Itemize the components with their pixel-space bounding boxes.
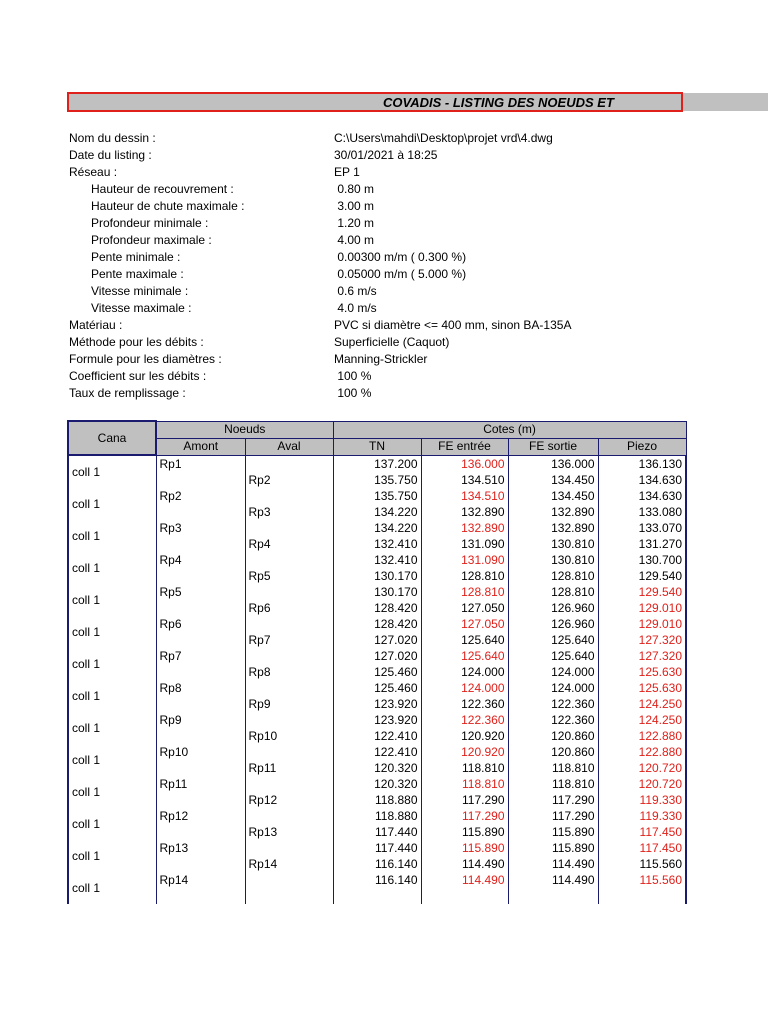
info-label: Vitesse maximale : bbox=[91, 301, 192, 315]
col-header-fe-entree: FE entrée bbox=[421, 438, 508, 455]
table-row bbox=[68, 680, 686, 696]
info-value: 0.80 m bbox=[334, 182, 375, 196]
tn-cell: 118.880 bbox=[333, 808, 421, 824]
tn-cell: 135.750 bbox=[333, 488, 421, 504]
tn-cell: 127.020 bbox=[333, 632, 421, 648]
piezo-cell: 117.450 bbox=[598, 824, 686, 840]
info-label: Méthode pour les débits : bbox=[69, 335, 204, 349]
table-row bbox=[68, 504, 686, 520]
fe-entree-cell: 127.050 bbox=[421, 600, 508, 616]
amont-node-cell: Rp8 bbox=[156, 680, 245, 696]
info-label: Réseau : bbox=[69, 165, 118, 179]
col-header-amont: Amont bbox=[156, 438, 245, 455]
piezo-cell: 115.560 bbox=[598, 872, 686, 888]
col-header-aval: Aval bbox=[245, 438, 333, 455]
fe-sortie-cell: 118.810 bbox=[508, 760, 598, 776]
fe-sortie-cell: 120.860 bbox=[508, 744, 598, 760]
info-value: Superficielle (Caquot) bbox=[334, 335, 450, 349]
piezo-cell: 129.010 bbox=[598, 616, 686, 632]
piezo-cell: 136.130 bbox=[598, 455, 686, 472]
fe-entree-cell bbox=[421, 888, 508, 904]
fe-sortie-cell: 118.810 bbox=[508, 776, 598, 792]
info-label: Date du listing : bbox=[69, 148, 152, 162]
cana-cell: coll 1 bbox=[68, 488, 156, 520]
fe-entree-cell: 120.920 bbox=[421, 744, 508, 760]
table-row bbox=[68, 536, 686, 552]
info-label: Nom du dessin : bbox=[69, 131, 156, 145]
amont-node-cell: Rp3 bbox=[156, 520, 245, 536]
col-header-tn: TN bbox=[333, 438, 421, 455]
fe-entree-cell: 114.490 bbox=[421, 856, 508, 872]
tn-cell: 123.920 bbox=[333, 712, 421, 728]
fe-sortie-cell: 120.860 bbox=[508, 728, 598, 744]
piezo-cell bbox=[598, 888, 686, 904]
info-value: 0.05000 m/m ( 5.000 %) bbox=[334, 267, 467, 281]
cana-cell: coll 1 bbox=[68, 840, 156, 872]
aval-node-cell bbox=[245, 744, 333, 760]
info-value: Manning-Strickler bbox=[334, 352, 428, 366]
table-row bbox=[68, 872, 686, 888]
tn-cell: 123.920 bbox=[333, 696, 421, 712]
aval-node-cell: Rp8 bbox=[245, 664, 333, 680]
tn-cell: 134.220 bbox=[333, 520, 421, 536]
table-row bbox=[68, 520, 686, 536]
col-header-cana: Cana bbox=[68, 421, 156, 455]
info-label: Profondeur minimale : bbox=[91, 216, 209, 230]
table-row bbox=[68, 568, 686, 584]
amont-node-cell bbox=[156, 664, 245, 680]
cana-cell: coll 1 bbox=[68, 872, 156, 904]
table-row bbox=[68, 760, 686, 776]
amont-node-cell: Rp7 bbox=[156, 648, 245, 664]
page-title: COVADIS - LISTING DES NOEUDS ET bbox=[383, 95, 614, 110]
fe-sortie-cell: 114.490 bbox=[508, 856, 598, 872]
table-row bbox=[68, 648, 686, 664]
cana-cell: coll 1 bbox=[68, 648, 156, 680]
fe-sortie-cell: 126.960 bbox=[508, 600, 598, 616]
cana-cell: coll 1 bbox=[68, 680, 156, 712]
fe-entree-cell: 128.810 bbox=[421, 568, 508, 584]
amont-node-cell bbox=[156, 824, 245, 840]
table-row bbox=[68, 584, 686, 600]
info-label: Pente minimale : bbox=[91, 250, 181, 264]
aval-node-cell bbox=[245, 584, 333, 600]
table-row bbox=[68, 776, 686, 792]
table-row bbox=[68, 455, 686, 472]
aval-node-cell bbox=[245, 872, 333, 888]
fe-entree-cell: 117.290 bbox=[421, 808, 508, 824]
info-label: Hauteur de recouvrement : bbox=[91, 182, 234, 196]
aval-node-cell bbox=[245, 616, 333, 632]
fe-sortie-cell: 117.290 bbox=[508, 808, 598, 824]
table-row bbox=[68, 616, 686, 632]
aval-node-cell bbox=[245, 808, 333, 824]
fe-sortie-cell: 122.360 bbox=[508, 712, 598, 728]
col-header-piezo: Piezo bbox=[598, 438, 686, 455]
aval-node-cell bbox=[245, 840, 333, 856]
piezo-cell: 129.540 bbox=[598, 568, 686, 584]
cana-cell: coll 1 bbox=[68, 616, 156, 648]
table-row bbox=[68, 712, 686, 728]
tn-cell: 122.410 bbox=[333, 728, 421, 744]
tn-cell: 134.220 bbox=[333, 504, 421, 520]
cana-cell: coll 1 bbox=[68, 520, 156, 552]
tn-cell: 130.170 bbox=[333, 584, 421, 600]
fe-entree-cell: 131.090 bbox=[421, 552, 508, 568]
info-value: 0.00300 m/m ( 0.300 %) bbox=[334, 250, 467, 264]
amont-node-cell bbox=[156, 472, 245, 488]
amont-node-cell: Rp14 bbox=[156, 872, 245, 888]
fe-sortie-cell: 134.450 bbox=[508, 488, 598, 504]
fe-entree-cell: 132.890 bbox=[421, 504, 508, 520]
tn-cell: 117.440 bbox=[333, 840, 421, 856]
amont-node-cell bbox=[156, 760, 245, 776]
piezo-cell: 122.880 bbox=[598, 728, 686, 744]
tn-cell: 137.200 bbox=[333, 455, 421, 472]
table-row bbox=[68, 632, 686, 648]
fe-sortie-cell: 115.890 bbox=[508, 824, 598, 840]
table-row bbox=[68, 856, 686, 872]
nodes-table bbox=[67, 420, 687, 904]
fe-sortie-cell: 132.890 bbox=[508, 504, 598, 520]
fe-sortie-cell bbox=[508, 888, 598, 904]
amont-node-cell: Rp9 bbox=[156, 712, 245, 728]
aval-node-cell bbox=[245, 888, 333, 904]
col-header-cotes: Cotes (m) bbox=[333, 421, 686, 438]
cana-cell: coll 1 bbox=[68, 744, 156, 776]
fe-sortie-cell: 136.000 bbox=[508, 455, 598, 472]
cana-cell: coll 1 bbox=[68, 712, 156, 744]
fe-entree-cell: 131.090 bbox=[421, 536, 508, 552]
fe-entree-cell: 124.000 bbox=[421, 680, 508, 696]
cana-cell: coll 1 bbox=[68, 584, 156, 616]
piezo-cell: 120.720 bbox=[598, 760, 686, 776]
tn-cell: 125.460 bbox=[333, 680, 421, 696]
amont-node-cell bbox=[156, 632, 245, 648]
tn-cell: 125.460 bbox=[333, 664, 421, 680]
fe-sortie-cell: 132.890 bbox=[508, 520, 598, 536]
info-value: 100 % bbox=[334, 369, 372, 383]
piezo-cell: 129.010 bbox=[598, 600, 686, 616]
fe-entree-cell: 120.920 bbox=[421, 728, 508, 744]
fe-entree-cell: 118.810 bbox=[421, 760, 508, 776]
piezo-cell: 134.630 bbox=[598, 488, 686, 504]
piezo-cell: 124.250 bbox=[598, 712, 686, 728]
aval-node-cell: Rp7 bbox=[245, 632, 333, 648]
amont-node-cell bbox=[156, 728, 245, 744]
table-row bbox=[68, 888, 686, 904]
table-header-row-1 bbox=[68, 421, 686, 438]
fe-sortie-cell: 125.640 bbox=[508, 648, 598, 664]
aval-node-cell bbox=[245, 776, 333, 792]
amont-node-cell bbox=[156, 792, 245, 808]
table-row bbox=[68, 696, 686, 712]
aval-node-cell: Rp4 bbox=[245, 536, 333, 552]
fe-entree-cell: 125.640 bbox=[421, 632, 508, 648]
cana-cell: coll 1 bbox=[68, 808, 156, 840]
aval-node-cell bbox=[245, 552, 333, 568]
piezo-cell: 119.330 bbox=[598, 792, 686, 808]
table-row bbox=[68, 488, 686, 504]
aval-node-cell bbox=[245, 712, 333, 728]
fe-sortie-cell: 130.810 bbox=[508, 536, 598, 552]
piezo-cell: 127.320 bbox=[598, 632, 686, 648]
table-row bbox=[68, 824, 686, 840]
tn-cell: 120.320 bbox=[333, 776, 421, 792]
info-label: Profondeur maximale : bbox=[91, 233, 212, 247]
fe-entree-cell: 125.640 bbox=[421, 648, 508, 664]
fe-entree-cell: 128.810 bbox=[421, 584, 508, 600]
info-value: 4.00 m bbox=[334, 233, 375, 247]
fe-sortie-cell: 128.810 bbox=[508, 568, 598, 584]
info-value: 30/01/2021 à 18:25 bbox=[334, 148, 438, 162]
info-value: 3.00 m bbox=[334, 199, 375, 213]
aval-node-cell: Rp2 bbox=[245, 472, 333, 488]
piezo-cell: 133.080 bbox=[598, 504, 686, 520]
fe-sortie-cell: 128.810 bbox=[508, 584, 598, 600]
info-value: EP 1 bbox=[334, 165, 360, 179]
amont-node-cell bbox=[156, 856, 245, 872]
fe-entree-cell: 122.360 bbox=[421, 696, 508, 712]
cana-cell: coll 1 bbox=[68, 552, 156, 584]
tn-cell: 132.410 bbox=[333, 536, 421, 552]
table-row bbox=[68, 552, 686, 568]
amont-node-cell bbox=[156, 888, 245, 904]
info-label: Formule pour les diamètres : bbox=[69, 352, 222, 366]
amont-node-cell: Rp5 bbox=[156, 584, 245, 600]
aval-node-cell: Rp13 bbox=[245, 824, 333, 840]
table-row bbox=[68, 600, 686, 616]
piezo-cell: 131.270 bbox=[598, 536, 686, 552]
info-value: 100 % bbox=[334, 386, 372, 400]
amont-node-cell: Rp6 bbox=[156, 616, 245, 632]
amont-node-cell bbox=[156, 504, 245, 520]
aval-node-cell bbox=[245, 520, 333, 536]
info-label: Vitesse minimale : bbox=[91, 284, 189, 298]
aval-node-cell: Rp6 bbox=[245, 600, 333, 616]
info-label: Pente maximale : bbox=[91, 267, 184, 281]
table-row bbox=[68, 792, 686, 808]
fe-entree-cell: 115.890 bbox=[421, 840, 508, 856]
aval-node-cell: Rp5 bbox=[245, 568, 333, 584]
amont-node-cell: Rp13 bbox=[156, 840, 245, 856]
aval-node-cell: Rp3 bbox=[245, 504, 333, 520]
aval-node-cell bbox=[245, 648, 333, 664]
info-label: Coefficient sur les débits : bbox=[69, 369, 207, 383]
table-row bbox=[68, 472, 686, 488]
fe-entree-cell: 134.510 bbox=[421, 488, 508, 504]
info-label: Matériau : bbox=[69, 318, 123, 332]
piezo-cell: 119.330 bbox=[598, 808, 686, 824]
amont-node-cell: Rp11 bbox=[156, 776, 245, 792]
table-row bbox=[68, 664, 686, 680]
piezo-cell: 130.700 bbox=[598, 552, 686, 568]
amont-node-cell bbox=[156, 568, 245, 584]
fe-entree-cell: 122.360 bbox=[421, 712, 508, 728]
amont-node-cell bbox=[156, 536, 245, 552]
tn-cell: 118.880 bbox=[333, 792, 421, 808]
tn-cell: 122.410 bbox=[333, 744, 421, 760]
info-label: Hauteur de chute maximale : bbox=[91, 199, 245, 213]
piezo-cell: 125.630 bbox=[598, 664, 686, 680]
piezo-cell: 120.720 bbox=[598, 776, 686, 792]
fe-entree-cell: 115.890 bbox=[421, 824, 508, 840]
aval-node-cell: Rp10 bbox=[245, 728, 333, 744]
amont-node-cell bbox=[156, 600, 245, 616]
info-value: 0.6 m/s bbox=[334, 284, 377, 298]
amont-node-cell bbox=[156, 696, 245, 712]
tn-cell: 120.320 bbox=[333, 760, 421, 776]
amont-node-cell: Rp2 bbox=[156, 488, 245, 504]
tn-cell: 128.420 bbox=[333, 600, 421, 616]
table-row bbox=[68, 728, 686, 744]
fe-sortie-cell: 130.810 bbox=[508, 552, 598, 568]
piezo-cell: 124.250 bbox=[598, 696, 686, 712]
amont-node-cell: Rp10 bbox=[156, 744, 245, 760]
aval-node-cell: Rp9 bbox=[245, 696, 333, 712]
amont-node-cell: Rp4 bbox=[156, 552, 245, 568]
fe-sortie-cell: 115.890 bbox=[508, 840, 598, 856]
table-row bbox=[68, 744, 686, 760]
fe-sortie-cell: 114.490 bbox=[508, 872, 598, 888]
tn-cell: 116.140 bbox=[333, 856, 421, 872]
piezo-cell: 133.070 bbox=[598, 520, 686, 536]
amont-node-cell: Rp12 bbox=[156, 808, 245, 824]
aval-node-cell: Rp12 bbox=[245, 792, 333, 808]
aval-node-cell bbox=[245, 680, 333, 696]
info-value: PVC si diamètre <= 400 mm, sinon BA-135A bbox=[334, 318, 572, 332]
fe-sortie-cell: 122.360 bbox=[508, 696, 598, 712]
table-row bbox=[68, 840, 686, 856]
col-header-fe-sortie: FE sortie bbox=[508, 438, 598, 455]
aval-node-cell: Rp14 bbox=[245, 856, 333, 872]
col-header-noeuds: Noeuds bbox=[156, 421, 333, 438]
tn-cell bbox=[333, 888, 421, 904]
cana-cell: coll 1 bbox=[68, 776, 156, 808]
aval-node-cell: Rp11 bbox=[245, 760, 333, 776]
fe-sortie-cell: 117.290 bbox=[508, 792, 598, 808]
piezo-cell: 115.560 bbox=[598, 856, 686, 872]
table-header-row-2 bbox=[68, 438, 686, 455]
fe-sortie-cell: 125.640 bbox=[508, 632, 598, 648]
piezo-cell: 129.540 bbox=[598, 584, 686, 600]
piezo-cell: 127.320 bbox=[598, 648, 686, 664]
piezo-cell: 122.880 bbox=[598, 744, 686, 760]
fe-entree-cell: 124.000 bbox=[421, 664, 508, 680]
fe-entree-cell: 134.510 bbox=[421, 472, 508, 488]
tn-cell: 128.420 bbox=[333, 616, 421, 632]
tn-cell: 135.750 bbox=[333, 472, 421, 488]
fe-sortie-cell: 134.450 bbox=[508, 472, 598, 488]
amont-node-cell: Rp1 bbox=[156, 455, 245, 472]
cana-cell: coll 1 bbox=[68, 455, 156, 488]
tn-cell: 132.410 bbox=[333, 552, 421, 568]
fe-entree-cell: 127.050 bbox=[421, 616, 508, 632]
aval-node-cell bbox=[245, 488, 333, 504]
info-label: Taux de remplissage : bbox=[69, 386, 186, 400]
info-value: C:\Users\mahdi\Desktop\projet vrd\4.dwg bbox=[334, 131, 553, 145]
fe-entree-cell: 117.290 bbox=[421, 792, 508, 808]
info-value: 4.0 m/s bbox=[334, 301, 377, 315]
fe-entree-cell: 118.810 bbox=[421, 776, 508, 792]
tn-cell: 116.140 bbox=[333, 872, 421, 888]
tn-cell: 130.170 bbox=[333, 568, 421, 584]
aval-node-cell bbox=[245, 455, 333, 472]
info-value: 1.20 m bbox=[334, 216, 375, 230]
fe-sortie-cell: 124.000 bbox=[508, 680, 598, 696]
piezo-cell: 117.450 bbox=[598, 840, 686, 856]
table-row bbox=[68, 808, 686, 824]
fe-entree-cell: 132.890 bbox=[421, 520, 508, 536]
fe-sortie-cell: 124.000 bbox=[508, 664, 598, 680]
tn-cell: 127.020 bbox=[333, 648, 421, 664]
fe-entree-cell: 136.000 bbox=[421, 455, 508, 472]
piezo-cell: 125.630 bbox=[598, 680, 686, 696]
piezo-cell: 134.630 bbox=[598, 472, 686, 488]
fe-sortie-cell: 126.960 bbox=[508, 616, 598, 632]
tn-cell: 117.440 bbox=[333, 824, 421, 840]
fe-entree-cell: 114.490 bbox=[421, 872, 508, 888]
